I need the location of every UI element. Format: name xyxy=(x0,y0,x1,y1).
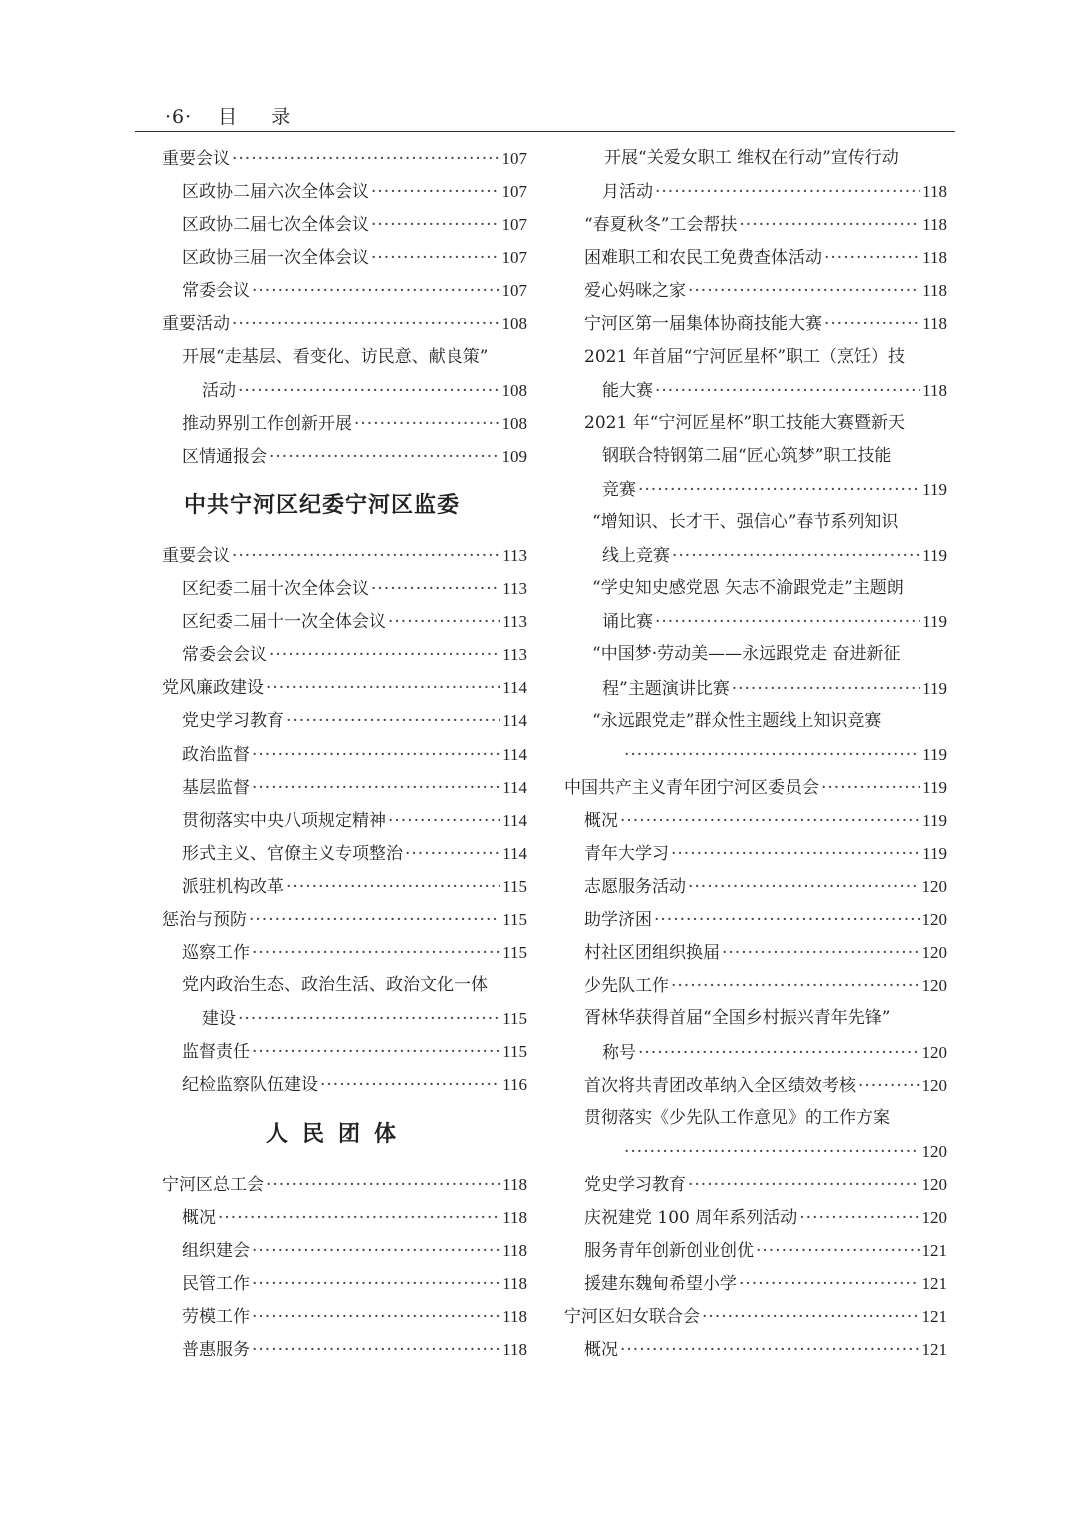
toc-entry-title: 程”主题演讲比赛 xyxy=(602,678,730,699)
toc-column-right xyxy=(564,142,947,1366)
dot-leader xyxy=(252,1334,500,1367)
toc-entry-title: 志愿服务活动 xyxy=(584,877,686,898)
toc-entry-title: 基层监督 xyxy=(182,777,250,798)
toc-page-number: 114 xyxy=(502,777,527,797)
toc-entry-title: 宁河区总工会 xyxy=(162,1174,264,1195)
dot-leader xyxy=(218,1202,500,1235)
toc-entry[interactable] xyxy=(162,870,527,903)
toc-page-number: 107 xyxy=(501,215,527,235)
dot-leader xyxy=(638,474,920,507)
dot-leader xyxy=(858,1070,920,1103)
toc-entry-title: 组织建会 xyxy=(182,1240,250,1261)
toc-entry[interactable] xyxy=(162,307,527,340)
toc-entry[interactable] xyxy=(162,208,527,241)
toc-entry-line: “中国梦·劳动美——永远跟党走 奋进新征 xyxy=(592,644,901,665)
toc-entry[interactable] xyxy=(162,142,527,175)
toc-entry[interactable] xyxy=(162,704,527,737)
dot-leader xyxy=(620,805,920,838)
toc-entry[interactable] xyxy=(564,1135,947,1168)
toc-entry[interactable] xyxy=(162,1234,527,1267)
toc-entry-line: 胥林华获得首届“全国乡村振兴青年先锋” xyxy=(584,1008,891,1029)
toc-entry[interactable] xyxy=(564,969,947,1002)
dot-leader xyxy=(655,375,920,408)
toc-page-number: 119 xyxy=(922,810,947,830)
toc-entry[interactable] xyxy=(162,274,527,307)
toc-entry[interactable] xyxy=(564,274,947,307)
dot-leader xyxy=(232,308,500,341)
toc-entry[interactable] xyxy=(162,374,527,407)
dot-leader xyxy=(371,573,500,606)
toc-page-number: 118 xyxy=(502,1240,527,1260)
toc-page-number: 119 xyxy=(922,843,947,863)
toc-entry[interactable] xyxy=(162,638,527,671)
dot-leader xyxy=(252,1301,500,1334)
toc-entry[interactable] xyxy=(162,539,527,572)
toc-page-number: 114 xyxy=(502,744,527,764)
toc-entry[interactable] xyxy=(162,738,527,771)
toc-entry-title: 中国共产主义青年团宁河区委员会 xyxy=(564,777,819,798)
toc-page-number: 113 xyxy=(502,579,527,599)
toc-entry[interactable] xyxy=(564,870,947,903)
toc-page-number: 120 xyxy=(921,1174,947,1194)
toc-page-number: 120 xyxy=(921,943,947,963)
toc-column-left xyxy=(162,142,527,1366)
dot-leader xyxy=(266,1169,500,1202)
toc-entry[interactable] xyxy=(564,473,947,506)
toc-entry[interactable] xyxy=(162,671,527,704)
header-rule xyxy=(135,131,955,132)
toc-entry-title: 宁河区妇女联合会 xyxy=(564,1307,700,1328)
toc-entry-title: 形式主义、官僚主义专项整治 xyxy=(182,843,403,864)
toc-page-number: 119 xyxy=(922,479,947,499)
toc-entry[interactable] xyxy=(162,1068,527,1101)
toc-page-number: 118 xyxy=(502,1207,527,1227)
dot-leader xyxy=(722,937,920,970)
toc-page-number: 108 xyxy=(501,380,527,400)
toc-entry-title: 村社区团组织换届 xyxy=(584,943,720,964)
dot-leader xyxy=(286,871,500,904)
toc-entry[interactable] xyxy=(564,241,947,274)
dot-leader xyxy=(756,1235,920,1268)
toc-entry[interactable] xyxy=(162,175,527,208)
toc-entry-title: 区纪委二届十一次全体会议 xyxy=(182,612,386,633)
toc-page-number: 118 xyxy=(502,1273,527,1293)
toc-entry-title: 重要活动 xyxy=(162,314,230,335)
toc-entry-title: 青年大学习 xyxy=(584,843,669,864)
toc-entry[interactable] xyxy=(162,1168,527,1201)
toc-entry-title: 概况 xyxy=(182,1207,216,1228)
dot-leader xyxy=(799,1202,919,1235)
toc-entry[interactable] xyxy=(162,1267,527,1300)
dot-leader xyxy=(238,1003,500,1036)
dot-leader xyxy=(824,308,920,341)
toc-entry-title: 区政协二届六次全体会议 xyxy=(182,182,369,203)
dot-leader xyxy=(252,739,500,772)
toc-entry[interactable] xyxy=(564,1234,947,1267)
toc-entry-title: 少先队工作 xyxy=(584,976,669,997)
dot-leader xyxy=(688,1169,920,1202)
dot-leader xyxy=(354,408,500,441)
toc-entry-title: 概况 xyxy=(584,1340,618,1361)
toc-entry-title: 监督责任 xyxy=(182,1042,250,1063)
dot-leader xyxy=(688,275,920,308)
toc-entry-line: 2021 年首届“宁河匠星杯”职工（烹饪）技 xyxy=(584,346,906,367)
toc-entry-title: 概况 xyxy=(584,810,618,831)
dot-leader xyxy=(388,805,500,838)
toc-entry[interactable] xyxy=(564,1069,947,1102)
toc-entry[interactable] xyxy=(162,407,527,440)
toc-page-number: 109 xyxy=(501,446,527,466)
toc-entry-line: 党内政治生态、政治生活、政治文化一体 xyxy=(182,975,488,996)
toc-page-number: 118 xyxy=(502,1306,527,1326)
toc-entry-title: 线上竞赛 xyxy=(602,546,670,567)
toc-entry[interactable] xyxy=(564,175,947,208)
toc-entry-title: 常委会议 xyxy=(182,281,250,302)
toc-entry[interactable] xyxy=(564,771,947,804)
toc-entry-title: 称号 xyxy=(602,1042,636,1063)
dot-leader xyxy=(269,639,500,672)
dot-leader xyxy=(655,606,920,639)
toc-entry-title: 区纪委二届十次全体会议 xyxy=(182,579,369,600)
toc-page-number: 118 xyxy=(922,281,947,301)
dot-leader xyxy=(252,1036,500,1069)
toc-entry[interactable] xyxy=(162,771,527,804)
toc-entry[interactable] xyxy=(564,605,947,638)
toc-entry-line: 钢联合特钢第二届“匠心筑梦”职工技能 xyxy=(602,445,892,466)
toc-entry-title: 诵比赛 xyxy=(602,612,653,633)
dot-leader xyxy=(620,1334,920,1367)
dot-leader xyxy=(266,672,500,705)
toc-entry[interactable] xyxy=(162,572,527,605)
dot-leader xyxy=(371,242,500,275)
dot-leader xyxy=(702,1301,920,1334)
header-title: 目 录 xyxy=(218,106,305,128)
toc-entry[interactable] xyxy=(162,1201,527,1234)
dot-leader xyxy=(371,176,500,209)
dot-leader xyxy=(739,1268,920,1301)
dot-leader xyxy=(688,871,920,904)
toc-entry[interactable] xyxy=(564,1333,947,1366)
page-number: ·6· xyxy=(165,106,193,128)
toc-page-number: 120 xyxy=(921,910,947,930)
toc-entry-title: 宁河区第一届集体协商技能大赛 xyxy=(584,314,822,335)
dot-leader xyxy=(388,606,500,639)
toc-page-number: 121 xyxy=(921,1307,947,1327)
toc-entry[interactable] xyxy=(162,1035,527,1068)
toc-entry[interactable] xyxy=(162,804,527,837)
dot-leader xyxy=(232,540,500,573)
toc-entry-title: 惩治与预防 xyxy=(162,909,247,930)
dot-leader xyxy=(624,739,920,772)
toc-entry[interactable] xyxy=(564,374,947,407)
toc-entry-line: 2021 年“宁河匠星杯”职工技能大赛暨新天 xyxy=(584,412,906,433)
toc-page-number: 119 xyxy=(922,678,947,698)
toc-entry-title: 民管工作 xyxy=(182,1273,250,1294)
dot-leader xyxy=(238,375,500,408)
toc-entry-line: 开展“关爱女职工 维权在行动”宣传行动 xyxy=(604,148,899,168)
toc-page-number: 113 xyxy=(502,612,527,632)
toc-page-number: 120 xyxy=(921,976,947,996)
toc-page-number: 119 xyxy=(922,612,947,632)
toc-entry-title: 常委会会议 xyxy=(182,645,267,666)
toc-page-number: 107 xyxy=(501,281,527,301)
dot-leader xyxy=(232,143,500,176)
toc-entry-title: 月活动 xyxy=(602,182,653,203)
toc-entry-title: 竞赛 xyxy=(602,479,636,500)
toc-entry[interactable] xyxy=(162,605,527,638)
dot-leader xyxy=(252,1235,500,1268)
toc-entry-line: 开展“走基层、看变化、访民意、献良策” xyxy=(182,346,489,367)
toc-entry-title: 区情通报会 xyxy=(182,446,267,467)
toc-page-number: 118 xyxy=(922,248,947,268)
dot-leader xyxy=(824,242,920,275)
dot-leader xyxy=(269,441,500,474)
toc-entry-title: 能大赛 xyxy=(602,380,653,401)
toc-entry-line: “永远跟党走”群众性主题线上知识竞赛 xyxy=(592,710,882,731)
toc-entry-title: 贯彻落实中央八项规定精神 xyxy=(182,810,386,831)
toc-page-number: 115 xyxy=(502,909,527,929)
toc-entry-title: 劳模工作 xyxy=(182,1306,250,1327)
section-heading: 中共宁河区纪委宁河区监委 xyxy=(184,492,461,518)
toc-entry-title: 困难职工和农民工免费查体活动 xyxy=(584,248,822,269)
toc-page-number: 108 xyxy=(501,314,527,334)
toc-entry-title: 派驻机构改革 xyxy=(182,876,284,897)
toc-entry-title: 活动 xyxy=(202,380,236,401)
toc-entry[interactable] xyxy=(564,672,947,705)
dot-leader xyxy=(371,209,500,242)
dot-leader xyxy=(739,209,920,242)
dot-leader xyxy=(638,1037,920,1070)
dot-leader xyxy=(320,1069,500,1102)
toc-entry-title: 重要会议 xyxy=(162,545,230,566)
toc-entry-title: 首次将共青团改革纳入全区绩效考核 xyxy=(584,1075,856,1096)
toc-entry[interactable] xyxy=(162,1300,527,1333)
toc-entry-title: 重要会议 xyxy=(162,149,230,169)
toc-page-number: 113 xyxy=(502,545,527,565)
dot-leader xyxy=(671,838,920,871)
toc-page-number: 121 xyxy=(921,1274,947,1294)
toc-entry[interactable] xyxy=(162,440,527,473)
toc-page-number: 120 xyxy=(921,1042,947,1062)
toc-page-number: 114 xyxy=(502,711,527,731)
toc-page-number: 115 xyxy=(502,943,527,963)
toc-page-number: 118 xyxy=(502,1340,527,1359)
toc-entry-title: 普惠服务 xyxy=(182,1340,250,1360)
dot-leader xyxy=(405,838,500,871)
toc-entry-title: 政治监督 xyxy=(182,744,250,765)
toc-entry-title: 区政协三届一次全体会议 xyxy=(182,248,369,269)
toc-entry[interactable] xyxy=(564,1168,947,1201)
dot-leader xyxy=(249,904,500,937)
toc-page-number: 120 xyxy=(921,1208,947,1227)
toc-page-number: 119 xyxy=(922,546,947,566)
dot-leader xyxy=(624,1136,920,1169)
toc-page-number: 113 xyxy=(502,645,527,665)
toc-entry[interactable] xyxy=(564,738,947,771)
toc-entry[interactable] xyxy=(564,208,947,241)
dot-leader xyxy=(286,705,500,738)
dot-leader xyxy=(252,772,500,805)
toc-page-number: 120 xyxy=(921,1075,947,1095)
toc-page-number: 121 xyxy=(921,1340,947,1360)
toc-page-number: 114 xyxy=(502,843,527,863)
toc-page-number: 118 xyxy=(922,182,947,202)
toc-entry-title: 党史学习教育 xyxy=(584,1174,686,1195)
toc-page-number: 114 xyxy=(502,810,527,830)
toc-entry[interactable] xyxy=(162,1333,527,1366)
toc-page-number: 107 xyxy=(501,182,527,202)
dot-leader xyxy=(672,540,920,573)
toc-page-number: 107 xyxy=(501,248,527,268)
toc-page-number: 118 xyxy=(922,215,947,235)
toc-entry[interactable] xyxy=(564,936,947,969)
toc-entry-line: “增知识、长才干、强信心”春节系列知识 xyxy=(592,512,899,533)
toc-entry-title: 推动界别工作创新开展 xyxy=(182,413,352,434)
toc-page-number: 107 xyxy=(501,149,527,168)
toc-entry[interactable] xyxy=(162,241,527,274)
toc-entry[interactable] xyxy=(564,1036,947,1069)
toc-entry-line: 贯彻落实《少先队工作意见》的工作方案 xyxy=(584,1107,890,1128)
toc-entry-title: 服务青年创新创业创优 xyxy=(584,1241,754,1262)
toc-entry-title: 党风廉政建设 xyxy=(162,678,264,699)
toc-entry[interactable] xyxy=(564,539,947,572)
toc-entry[interactable] xyxy=(162,837,527,870)
dot-leader xyxy=(252,937,500,970)
toc-entry[interactable] xyxy=(564,804,947,837)
toc-entry[interactable] xyxy=(564,837,947,870)
toc-page-number: 115 xyxy=(502,1042,527,1062)
toc-entry-title: 纪检监察队伍建设 xyxy=(182,1075,318,1096)
dot-leader xyxy=(671,970,920,1003)
toc-entry-title: 建设 xyxy=(202,1009,236,1030)
toc-entry[interactable] xyxy=(564,1267,947,1300)
toc-entry-title: 巡察工作 xyxy=(182,943,250,964)
toc-entry[interactable] xyxy=(564,903,947,936)
toc-page-number: 119 xyxy=(922,744,947,764)
toc-entry-title: 庆祝建党 100 周年系列活动 xyxy=(584,1208,798,1228)
dot-leader xyxy=(654,904,920,937)
toc-page-number: 120 xyxy=(921,877,947,897)
toc-entry-title: 区政协二届七次全体会议 xyxy=(182,215,369,236)
toc-entry[interactable] xyxy=(564,1201,947,1234)
toc-entry[interactable] xyxy=(162,1002,527,1035)
toc-entry-title: 爱心妈咪之家 xyxy=(584,281,686,302)
toc-entry[interactable] xyxy=(162,936,527,969)
toc-page-number: 119 xyxy=(922,777,947,797)
toc-page-number: 118 xyxy=(922,380,947,400)
toc-entry-title: 助学济困 xyxy=(584,910,652,931)
dot-leader xyxy=(252,275,500,308)
toc-page-number: 115 xyxy=(502,1009,527,1029)
toc-entry-title: “春夏秋冬”工会帮扶 xyxy=(584,215,738,236)
toc-entry[interactable] xyxy=(162,903,527,936)
dot-leader xyxy=(732,673,920,706)
toc-page-number: 115 xyxy=(502,876,527,896)
toc-page-number: 116 xyxy=(502,1075,527,1095)
toc-entry-line: “学史知史感党恩 矢志不渝跟党走”主题朗 xyxy=(592,578,904,599)
toc-page-number: 108 xyxy=(501,413,527,433)
toc-page-number: 118 xyxy=(502,1174,527,1194)
toc-entry-title: 党史学习教育 xyxy=(182,711,284,732)
toc-page-number: 120 xyxy=(921,1141,947,1161)
dot-leader xyxy=(252,1268,500,1301)
section-heading: 人民团体 xyxy=(266,1121,411,1147)
toc-entry[interactable] xyxy=(564,1300,947,1333)
toc-page-number: 121 xyxy=(921,1241,947,1261)
toc-page-number: 114 xyxy=(502,678,527,698)
dot-leader xyxy=(655,176,920,209)
toc-page-number: 118 xyxy=(922,314,947,334)
page-header xyxy=(165,102,304,129)
dot-leader xyxy=(821,772,920,805)
toc-entry-title: 援建东魏甸希望小学 xyxy=(584,1274,737,1295)
toc-entry[interactable] xyxy=(564,307,947,340)
